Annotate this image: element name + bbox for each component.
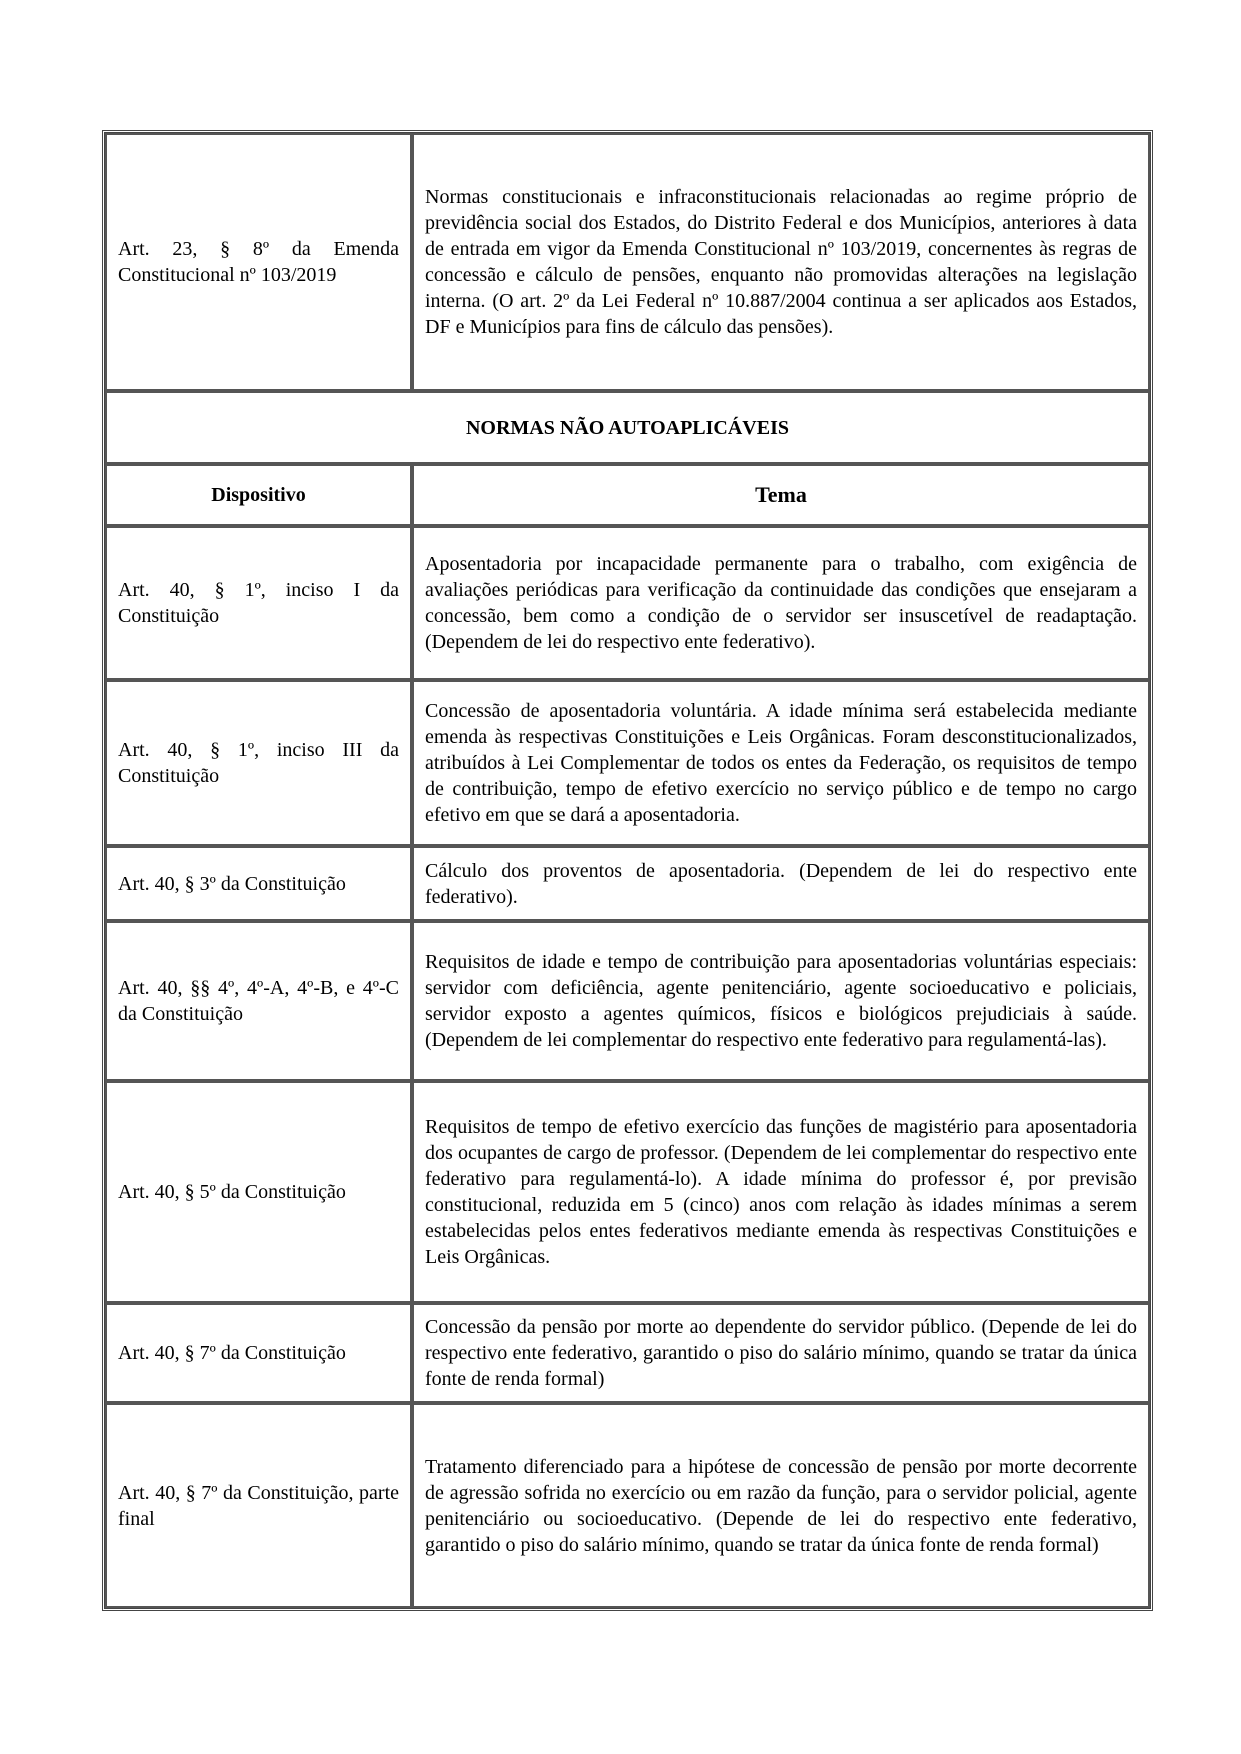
tema-cell: Concessão da pensão por morte ao dependente do servidor público. (Depende de lei do respectivo ente federativo, garantido o piso do salário mínimo, quando se tratar da única fonte de renda formal): [412, 1303, 1150, 1403]
table-row: [105, 680, 1150, 846]
dispositivo-cell: Art. 40, §§ 4º, 4º-A, 4º-B, e 4º-C da Constituição: [105, 921, 412, 1081]
table-row: [105, 1403, 1150, 1608]
tema-header: Tema: [412, 464, 1150, 526]
dispositivo-cell: Art. 40, § 5º da Constituição: [105, 1081, 412, 1303]
tema-cell: Normas constitucionais e infraconstitucionais relacionadas ao regime próprio de previdência social dos Estados, do Distrito Federal e dos Municípios, anteriores à data de entrada em vigor da Emenda Constitucional nº 103/2019, concernentes às regras de concessão e cálculo de pensões, enquanto não promovidas alterações na legislação interna. (O art. 2º da Lei Federal nº 10.887/2004 continua a ser aplicados aos Estados, DF e Municípios para fins de cálculo das pensões).: [412, 133, 1150, 391]
dispositivo-cell: Art. 40, § 7º da Constituição, parte final: [105, 1403, 412, 1608]
table-row: [105, 921, 1150, 1081]
dispositivo-header: Dispositivo: [105, 464, 412, 526]
dispositivo-cell: Art. 40, § 3º da Constituição: [105, 846, 412, 921]
table-row: [105, 1081, 1150, 1303]
table-row: [105, 133, 1150, 391]
tema-cell: Requisitos de idade e tempo de contribuição para aposentadorias voluntárias especiais: servidor com deficiência, agente penitenciário, agente socioeducativo e policiais, servidor exposto a agentes químicos, físicos e biológicos prejudiciais à saúde. (Dependem de lei complementar do respectivo ente federativo para regulamentá-las).: [412, 921, 1150, 1081]
dispositivo-cell: Art. 23, § 8º da Emenda Constitucional nº 103/2019: [105, 133, 412, 391]
tema-cell: Concessão de aposentadoria voluntária. A idade mínima será estabelecida mediante emenda às respectivas Constituições e Leis Orgânicas. Foram desconstitucionalizados, atribuídos à Lei Complementar de todos os entes da Federação, os requisitos de tempo de contribuição, tempo de efetivo exercício no serviço público e de tempo no cargo efetivo em que se dará a aposentadoria.: [412, 680, 1150, 846]
dispositivo-cell: Art. 40, § 1º, inciso III da Constituição: [105, 680, 412, 846]
section-row: [105, 391, 1150, 464]
tema-cell: Aposentadoria por incapacidade permanente para o trabalho, com exigência de avaliações periódicas para verificação da continuidade das condições que ensejaram a concessão, bem como a condição de o servidor ser insuscetível de readaptação. (Dependem de lei do respectivo ente federativo).: [412, 526, 1150, 680]
table-row: [105, 1303, 1150, 1403]
dispositivo-cell: Art. 40, § 1º, inciso I da Constituição: [105, 526, 412, 680]
table-row: [105, 846, 1150, 921]
header-row: [105, 464, 1150, 526]
tema-cell: Cálculo dos proventos de aposentadoria. (Dependem de lei do respectivo ente federativo).: [412, 846, 1150, 921]
norms-table: [102, 130, 1153, 1611]
section-title: NORMAS NÃO AUTOAPLICÁVEIS: [105, 391, 1150, 464]
table-row: [105, 526, 1150, 680]
dispositivo-cell: Art. 40, § 7º da Constituição: [105, 1303, 412, 1403]
tema-cell: Requisitos de tempo de efetivo exercício das funções de magistério para aposentadoria dos ocupantes de cargo de professor. (Dependem de lei complementar do respectivo ente federativo para regulamentá-lo). A idade mínima do professor é, por previsão constitucional, reduzida em 5 (cinco) anos com relação às idades mínimas a serem estabelecidas pelos entes federativos mediante emenda às respectivas Constituições e Leis Orgânicas.: [412, 1081, 1150, 1303]
tema-cell: Tratamento diferenciado para a hipótese de concessão de pensão por morte decorrente de agressão sofrida no exercício ou em razão da função, para o servidor policial, agente penitenciário ou socioeducativo. (Depende de lei do respectivo ente federativo, garantido o piso do salário mínimo, quando se tratar da única fonte de renda formal): [412, 1403, 1150, 1608]
